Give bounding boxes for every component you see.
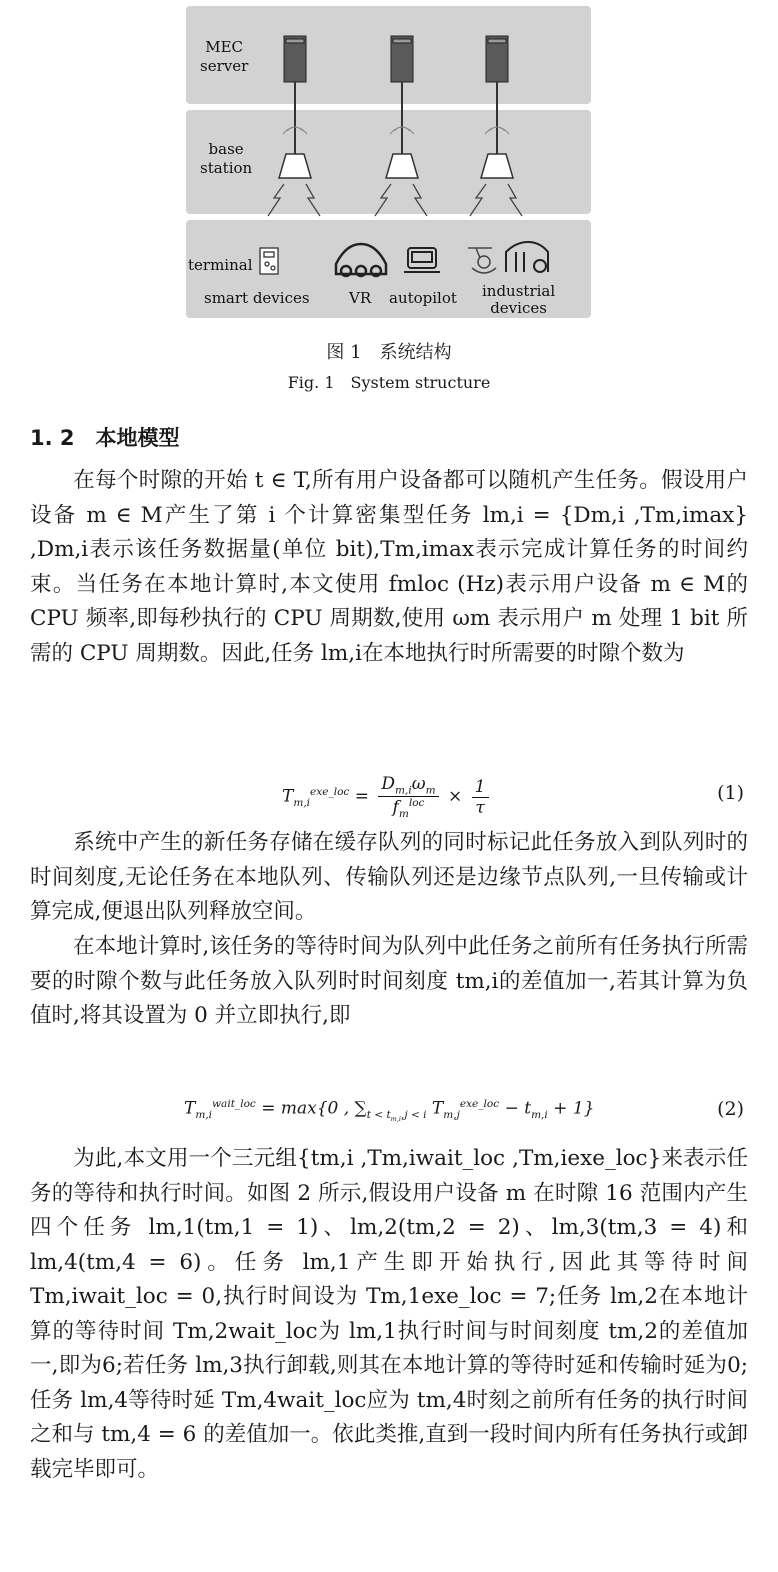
autopilot-label: autopilot <box>389 289 457 307</box>
paragraph-2: 系统中产生的新任务存储在缓存队列的同时标记此任务放入到队列时的时间刻度,无论任务在本地队列、传输队列还是边缘节点队列,一旦传输或计算完成,便退出队列释放空间。 <box>30 830 748 924</box>
autopilot-icon <box>404 248 440 272</box>
section-heading: 1. 2 本地模型 <box>30 426 180 450</box>
figure-caption-en: Fig. 1 System structure <box>287 373 491 392</box>
figure-caption-cn: 图 1 系统结构 <box>326 342 452 363</box>
server-icon <box>284 36 508 82</box>
smart-devices-label: smart devices <box>204 289 310 307</box>
paragraph-1: 在每个时隙的开始 t ∈ T,所有用户设备都可以随机产生任务。假设用户设备 m ∈ M产生了第 i 个计算密集型任务 lm,i = {Dm,i ,Tm,imax} ,Dm,i表示该任务数据量(单位 bit),Tm,imax表示完成计算任务的时间约束。当任务在本地计算时,本文使用 fmloc (Hz)表示用户设备 m ∈ M的 CPU 频率,即每秒执行的 CPU 周期数,使用 ωm 表示用户 m 处理 1 bit 所需的 CPU 周期数。因此,任务 lm,i在本地执行时所需要的时隙个数为 <box>30 468 748 666</box>
drone-icon <box>468 248 496 273</box>
paragraph-3: 在本地计算时,该任务的等待时间为队列中此任务之前所有任务执行所需要的时隙个数与此任务放入队列时时间刻度 tm,i的差值加一,若其计算为负值时,将其设置为 0 并立即执行,即 <box>30 934 748 1028</box>
vr-headset-icon <box>336 244 386 276</box>
industrial-devices-label: industrial devices <box>482 282 556 317</box>
smart-device-icon <box>260 248 278 274</box>
equation-2-number: (2) <box>717 1098 744 1120</box>
base-station-icon <box>279 154 513 178</box>
paragraph-4: 为此,本文用一个三元组{tm,i ,Tm,iwait_loc ,Tm,iexe_loc}来表示任务的等待和执行时间。如图 2 所示,假设用户设备 m 在时隙 16 范围内产生四个任务 lm,1(tm,1 = 1)、lm,2(tm,2 = 2)、lm,3(tm,3 = 4)和 lm,4(tm,4 = 6)。任务 lm,1产生即开始执行,因此其等待时间 Tm,iwait_loc = 0,执行时间设为 Tm,1exe_loc = 7;任务 lm,2在本地计算的等待时间 Tm,2wait_loc为 lm,1执行时间与时间刻度 tm,2的差值加一,即为6;若任务 lm,3执行卸载,则其在本地计算的等待时延和传输时延为0;任务 lm,4等待时延 Tm,4wait_loc应为 tm,4时刻之前所有任务的执行时间之和与 tm,4 = 6 的差值加一。依此类推,直到一段时间内所有任务执行或卸载完毕即可。 <box>30 1146 748 1482</box>
industrial-device-icon <box>506 242 548 272</box>
equation-1-number: (1) <box>717 782 744 804</box>
terminal-label: terminal <box>188 256 253 274</box>
equation-2: $T_{m,i}^{wait\_loc} = \max\{0$ , $\sum_{t < t_{m,i},j < i}$ $T_{m,j}^{exe\_loc} - t_{m,i} + 1$} (2) <box>184 1098 744 1124</box>
vr-label: VR <box>349 289 372 307</box>
equation-1: $T_{m,i}^{exe\_loc}$ = $\frac{D_{m,i}\omega_m}{f_m^{loc}}$ × $\frac{1}{\tau}$ (1) <box>282 774 744 821</box>
mec-server-label: MEC server <box>200 38 249 75</box>
base-station-label: base station <box>200 140 253 177</box>
signal-icon <box>283 127 509 134</box>
system-structure-figure <box>186 6 591 318</box>
